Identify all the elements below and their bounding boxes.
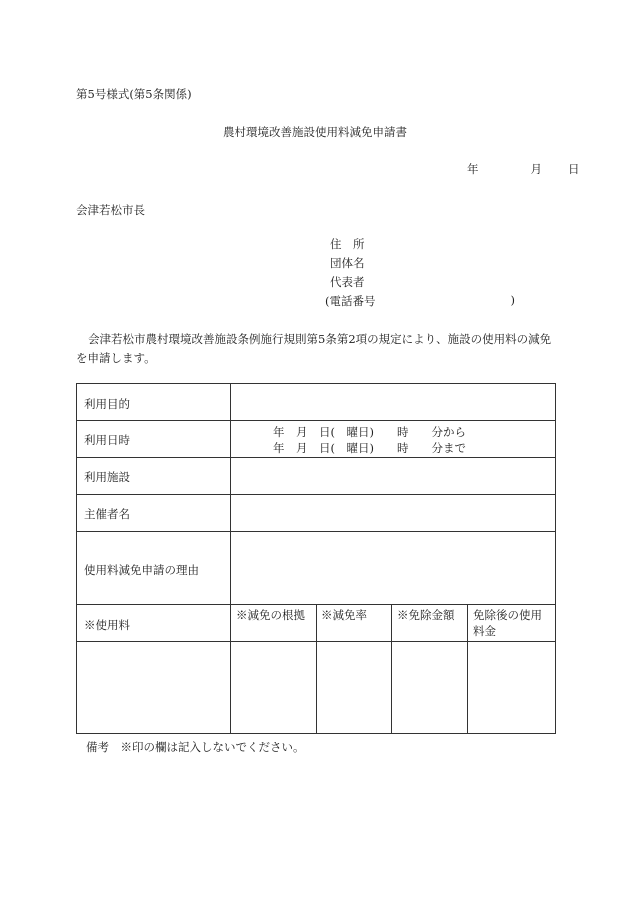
basis-label: ※減免の根拠	[236, 608, 305, 622]
table-rule	[467, 604, 468, 734]
table-rule	[230, 383, 231, 734]
applicant-address-label: 住 所	[330, 237, 365, 251]
datetime-from: 年 月 日( 曜日) 時 分から	[273, 425, 466, 439]
rate-label: ※減免率	[321, 608, 367, 622]
table-rule	[555, 383, 556, 734]
addressee: 会津若松市長	[76, 203, 145, 217]
table-rule	[76, 494, 556, 495]
document-title: 農村環境改善施設使用料減免申請書	[223, 125, 407, 139]
datetime-label: 利用日時	[84, 433, 130, 447]
table-rule	[76, 531, 556, 532]
date-month: 月	[530, 162, 542, 176]
reason-label: 使用料減免申請の理由	[84, 563, 199, 577]
exemption-amount-label: ※免除金額	[397, 608, 455, 622]
after-fee-label-1: 免除後の使用	[473, 608, 542, 622]
applicant-phone-label: (電話番号	[325, 294, 376, 308]
purpose-label: 利用目的	[84, 397, 130, 411]
table-rule	[391, 604, 392, 734]
fee-label: ※使用料	[84, 618, 130, 632]
date-year: 年	[467, 162, 479, 176]
table-rule	[76, 420, 556, 421]
applicant-group-label: 団体名	[330, 256, 365, 270]
applicant-phone-line	[325, 293, 515, 309]
facility-label: 利用施設	[84, 470, 130, 484]
table-rule	[76, 383, 77, 734]
table-rule	[76, 383, 556, 384]
date-line	[467, 161, 580, 177]
form-number: 第5号様式(第5条関係)	[76, 87, 192, 101]
organizer-label: 主催者名	[84, 507, 130, 521]
remarks: 備考 ※印の欄は記入しないでください。	[86, 740, 305, 754]
table-rule	[76, 457, 556, 458]
after-fee-label-2: 料金	[473, 624, 496, 638]
body-text: 会津若松市農村環境改善施設条例施行規則第5条第2項の規定により、施設の使用料の減免を申請します。	[76, 332, 552, 365]
applicant-representative-label: 代表者	[330, 275, 365, 289]
applicant-phone-close: )	[510, 293, 515, 307]
table-rule	[316, 604, 317, 734]
date-day: 日	[568, 162, 580, 176]
datetime-to: 年 月 日( 曜日) 時 分まで	[273, 441, 466, 455]
